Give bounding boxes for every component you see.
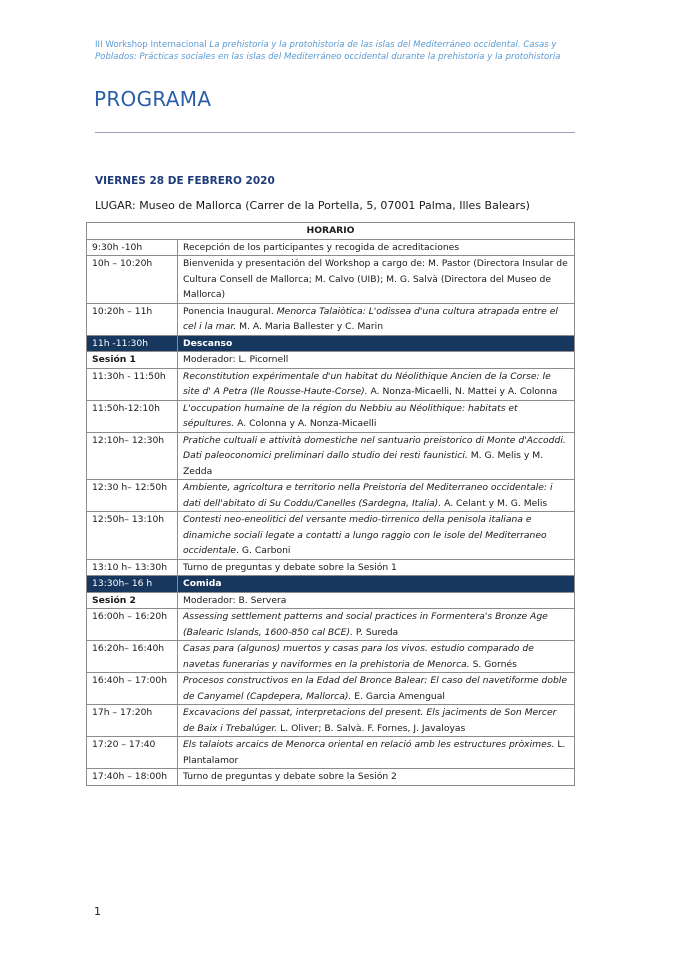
- description-text: Descanso: [183, 337, 233, 349]
- row-description: [178, 705, 575, 737]
- description-text: M. G. Melis y M. Zedda: [183, 450, 544, 477]
- description-title: Ambiente, agricoltura e territorio nella Preistoria del Mediterraneo occidentale: i dati dell'abitato di Su Coddu/Canelles (Sardegna, Italia).: [183, 482, 553, 509]
- description-text: M. A. Maria Ballester y C. Marin: [236, 321, 384, 332]
- page-number: 1: [94, 905, 101, 918]
- schedule-row: [87, 303, 575, 335]
- description-text: A. Colonna y A. Nonza-Micaelli: [234, 418, 377, 429]
- row-time: 10h – 10:20h: [87, 256, 178, 304]
- page-title: PROGRAMA: [94, 87, 212, 111]
- venue-line: LUGAR: Museo de Mallorca (Carrer de la Portella, 5, 07001 Palma, Illes Balears): [95, 199, 530, 212]
- schedule-row: [87, 673, 575, 705]
- description-title: Contesti neo-eneolitici del versante medio-tirrenico della penisola italiana e dinamiche sociali legate a contatti a lungo raggio con le isole del Mediterraneo occidentale: [183, 514, 547, 556]
- schedule-header-row: [87, 223, 575, 240]
- row-time: 11:30h - 11:50h: [87, 368, 178, 400]
- row-time: Sesión 2: [87, 592, 178, 609]
- schedule-row: [87, 239, 575, 256]
- description-title: Casas para (algunos) muertos y casas para los vivos. estudio comparado de navetas funerarias y naviformes en la prehistoria de Menorca.: [183, 643, 534, 670]
- description-text: Turno de preguntas y debate sobre la Sesión 2: [183, 771, 397, 782]
- row-time: Sesión 1: [87, 352, 178, 369]
- schedule-row: [87, 400, 575, 432]
- row-description: [178, 432, 575, 480]
- row-time: 16:00h – 16:20h: [87, 609, 178, 641]
- schedule-row: [87, 559, 575, 576]
- session-row: [87, 352, 575, 369]
- row-description: [178, 769, 575, 786]
- row-time: 17h – 17:20h: [87, 705, 178, 737]
- description-text: L. Plantalamor: [183, 739, 566, 766]
- schedule-body: [87, 239, 575, 785]
- schedule-row: [87, 512, 575, 560]
- row-description: [178, 512, 575, 560]
- row-description: [178, 239, 575, 256]
- description-title: Excavacions del passat, interpretacions del present. Els jaciments de Son Mercer de Baix i Trebalúger.: [183, 707, 557, 734]
- row-description: [178, 673, 575, 705]
- description-text: Moderador: L. Picornell: [183, 354, 289, 365]
- description-text: Ponencia Inaugural.: [183, 305, 277, 317]
- row-description: [178, 737, 575, 769]
- description-title: L'occupation humaine de la région du Nebbiu au Néolithique: habitats et sépultures.: [183, 402, 518, 429]
- row-description: [178, 352, 575, 369]
- schedule-row: [87, 432, 575, 480]
- schedule-row: [87, 641, 575, 673]
- schedule-row: [87, 769, 575, 786]
- row-time: 9:30h -10h: [87, 239, 178, 256]
- schedule-row: [87, 705, 575, 737]
- description-text: Comida: [183, 578, 222, 589]
- description-text: P. Sureda: [352, 626, 399, 638]
- description-text: A. Nonza-Micaelli, N. Mattei y A. Colonna: [367, 386, 558, 397]
- row-time: 17:20 – 17:40: [87, 737, 178, 769]
- description-title: Els talaiots arcaics de Menorca oriental en relació amb les estructures pròximes.: [183, 739, 555, 750]
- schedule-row: [87, 480, 575, 512]
- break-row: [87, 335, 575, 352]
- header-note: [95, 39, 585, 63]
- description-text: E. Garcia Amengual: [351, 690, 445, 702]
- row-description: [178, 400, 575, 432]
- row-time: 12:50h– 13:10h: [87, 512, 178, 560]
- schedule-header: HORARIO: [87, 223, 575, 240]
- row-description: [178, 480, 575, 512]
- row-time: 13:30h– 16 h: [87, 576, 178, 593]
- description-text: S. Gornés: [469, 658, 517, 670]
- header-note-prefix: III Workshop Internacional: [95, 40, 210, 50]
- description-text: Turno de preguntas y debate sobre la Sesión 1: [183, 561, 397, 573]
- row-description: [178, 559, 575, 576]
- description-text: Moderador: B. Servera: [183, 594, 287, 606]
- row-time: 13:10 h– 13:30h: [87, 559, 178, 576]
- schedule-row: [87, 609, 575, 641]
- row-description: [178, 592, 575, 609]
- day-heading: VIERNES 28 DE FEBRERO 2020: [95, 175, 275, 187]
- row-time: 12:30 h– 12:50h: [87, 480, 178, 512]
- description-title: Procesos constructivos en la Edad del Bronce Balear: El caso del navetiforme doble de Canyamel (Capdepera, Mallorca).: [183, 675, 567, 702]
- row-time: 17:40h – 18:00h: [87, 769, 178, 786]
- description-text: L. Oliver; B. Salvà. F. Fornes, J. Javaloyas: [277, 722, 466, 734]
- break-row: [87, 576, 575, 593]
- row-time: 12:10h– 12:30h: [87, 432, 178, 480]
- row-description: [178, 609, 575, 641]
- row-description: [178, 368, 575, 400]
- schedule-row: [87, 368, 575, 400]
- description-title: Pratiche cultuali e attività domestiche nel santuario preistorico di Monte d'Accoddi. Dati paleoconomici preliminari dallo studio dei resti faunistici.: [183, 434, 566, 461]
- description-title: Reconstitution expérimentale d'un habitat du Néolithique Ancien de la Corse: le site d' A Petra (Ile Rousse-Haute-Corse).: [183, 370, 551, 397]
- row-description: [178, 256, 575, 304]
- header-note-title: La prehistoria y la protohistoria de las islas del Mediterráneo occidental. Casas y Poblados: Prácticas sociales en las islas del Mediterráneo occidental durante la prehistoria y la protohistoria: [95, 40, 561, 62]
- session-row: [87, 592, 575, 609]
- description-text: Recepción de los participantes y recogida de acreditaciones: [183, 241, 460, 253]
- description-title: Menorca Talaiòtica: L'odissea d'una cultura atrapada entre el cel i la mar.: [183, 305, 558, 332]
- row-description: [178, 641, 575, 673]
- row-description: [178, 576, 575, 593]
- description-title: Assessing settlement patterns and social practices in Formentera's Bronze Age (Balearic Islands, 1600-850 cal BCE).: [183, 611, 548, 638]
- description-text: A. Celant y M. G. Melis: [441, 497, 548, 509]
- row-time: 11:50h-12:10h: [87, 400, 178, 432]
- schedule-row: [87, 737, 575, 769]
- schedule-table: [86, 222, 575, 786]
- row-time: 16:40h – 17:00h: [87, 673, 178, 705]
- row-time: 16:20h– 16:40h: [87, 641, 178, 673]
- row-time: 10:20h – 11h: [87, 303, 178, 335]
- description-text: Bienvenida y presentación del Workshop a cargo de: M. Pastor (Directora Insular de Cultura Consell de Mallorca; M. Calvo (UIB); M. G. Salvà (Directora del Museo de Mallorca): [183, 258, 568, 300]
- row-description: [178, 303, 575, 335]
- description-text: . G. Carboni: [236, 545, 291, 556]
- row-time: 11h -11:30h: [87, 335, 178, 352]
- title-divider: [95, 132, 575, 133]
- row-description: [178, 335, 575, 352]
- schedule-row: [87, 256, 575, 304]
